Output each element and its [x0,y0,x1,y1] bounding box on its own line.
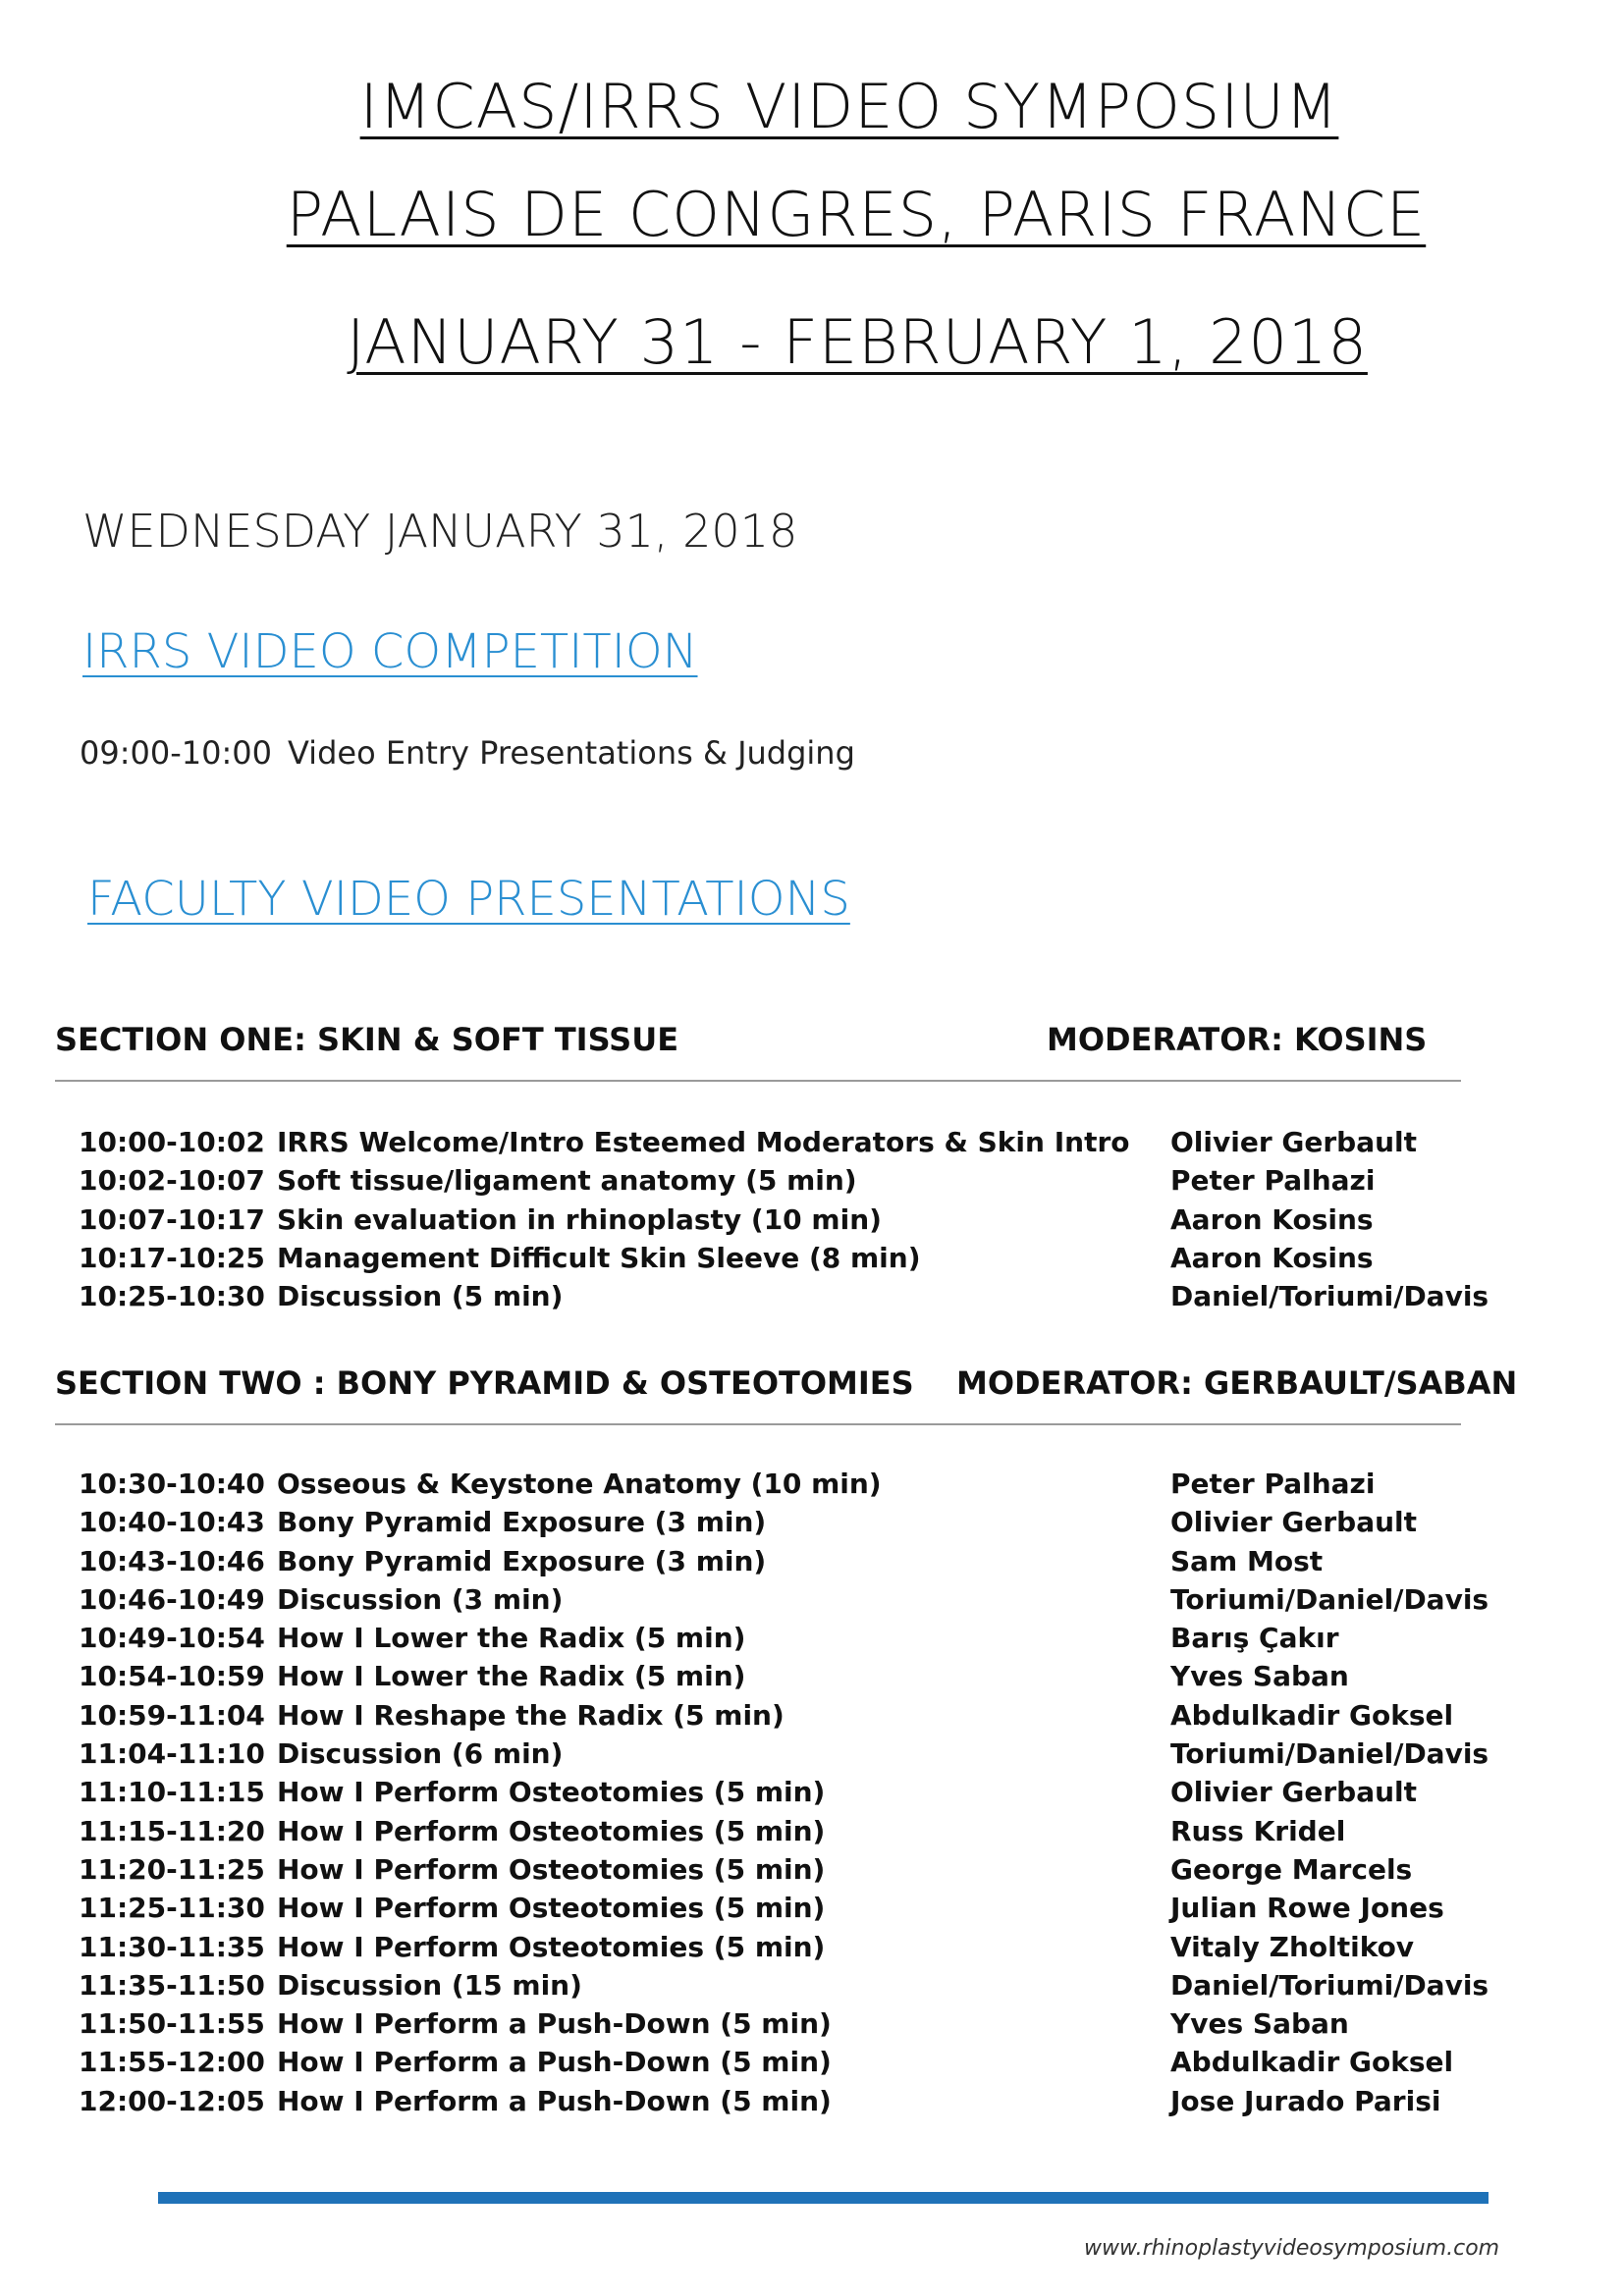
schedule-time: 11:20-11:25 [79,1852,265,1886]
schedule-title: Bony Pyramid Exposure (3 min) [277,1544,767,1577]
schedule-row [0,2085,1624,2123]
schedule-title: How I Lower the Radix (5 min) [277,1660,746,1693]
schedule-speaker: Aaron Kosins [1170,1241,1374,1274]
section-one-moderator: MODERATOR: KOSINS [1047,1021,1428,1058]
schedule-title: How I Perform Osteotomies (5 min) [277,1892,826,1925]
schedule-time: 10:30-10:40 [79,1468,265,1500]
schedule-title: How I Perform Osteotomies (5 min) [277,1930,826,1963]
schedule-speaker: Daniel/Toriumi/Davis [1170,1968,1489,2002]
schedule-title: How I Lower the Radix (5 min) [277,1622,746,1655]
section-two-heading: SECTION TWO : BONY PYRAMID & OSTEOTOMIES [55,1364,914,1402]
schedule-time: 11:04-11:10 [79,1737,265,1771]
footer-bar [158,2192,1489,2204]
schedule-row [0,1892,1624,1930]
schedule-row [0,1776,1624,1814]
schedule-time: 10:00-10:02 [79,1126,265,1158]
schedule-speaker: George Marcels [1170,1852,1413,1886]
schedule-time: 11:55-12:00 [79,2046,265,2079]
schedule-title: How I Perform a Push-Down (5 min) [277,2007,832,2041]
section-one-schedule [0,1126,1624,1318]
schedule-time: 11:35-11:50 [79,1968,265,2002]
schedule-title: Bony Pyramid Exposure (3 min) [277,1506,767,1539]
schedule-title: Management Difficult Skin Sleeve (8 min) [277,1241,921,1274]
schedule-title: How I Perform Osteotomies (5 min) [277,1852,826,1886]
day-heading: WEDNESDAY JANUARY 31, 2018 [82,505,798,558]
schedule-speaker: Barış Çakır [1170,1622,1339,1655]
footer-url-link[interactable]: www.rhinoplastyvideosymposium.com [1084,2236,1500,2261]
schedule-row [0,2046,1624,2084]
schedule-title: How I Perform a Push-Down (5 min) [277,2084,832,2117]
schedule-row [0,1931,1624,1969]
schedule-row [0,1242,1624,1280]
schedule-row [0,1969,1624,2007]
schedule-speaker: Sam Most [1170,1544,1324,1577]
schedule-time: 10:02-10:07 [79,1164,265,1198]
schedule-speaker: Yves Saban [1170,2007,1349,2041]
schedule-title: Skin evaluation in rhinoplasty (10 min) [277,1202,882,1236]
schedule-row [0,1126,1624,1164]
schedule-time: 12:00-12:05 [79,2084,265,2117]
schedule-title: Discussion (6 min) [277,1737,564,1771]
section-one-divider [55,1080,1461,1082]
schedule-row [0,1280,1624,1318]
schedule-title: IRRS Welcome/Intro Esteemed Moderators & Skin Intro [277,1126,1130,1158]
schedule-title: How I Perform Osteotomies (5 min) [277,1776,826,1809]
section-two-schedule [0,1468,1624,2123]
section-one-heading: SECTION ONE: SKIN & SOFT TISSUE [55,1021,679,1058]
title-line-2: PALAIS DE CONGRES, PARIS FRANCE [286,179,1427,250]
competition-item [80,734,855,772]
schedule-title: Soft tissue/ligament anatomy (5 min) [277,1164,857,1198]
schedule-title: Discussion (15 min) [277,1968,582,2002]
competition-label: Video Entry Presentations & Judging [287,734,855,772]
schedule-time: 10:43-10:46 [79,1544,265,1577]
schedule-row [0,1815,1624,1853]
schedule-speaker: Daniel/Toriumi/Davis [1170,1280,1489,1313]
schedule-speaker: Vitaly Zholtikov [1170,1930,1415,1963]
schedule-row [0,1545,1624,1583]
schedule-row [0,1699,1624,1737]
schedule-row [0,2007,1624,2046]
title-line-1: IMCAS/IRRS VIDEO SYMPOSIUM [359,71,1339,142]
schedule-speaker: Julian Rowe Jones [1170,1892,1444,1925]
schedule-title: Discussion (3 min) [277,1582,564,1616]
schedule-row [0,1583,1624,1622]
schedule-speaker: Abdulkadir Goksel [1170,1698,1454,1732]
schedule-speaker: Aaron Kosins [1170,1202,1374,1236]
schedule-time: 11:50-11:55 [79,2007,265,2041]
schedule-time: 10:49-10:54 [79,1622,265,1655]
schedule-row [0,1468,1624,1506]
schedule-time: 10:40-10:43 [79,1506,265,1539]
schedule-row [0,1622,1624,1660]
schedule-time: 11:30-11:35 [79,1930,265,1963]
schedule-speaker: Olivier Gerbault [1170,1776,1418,1809]
schedule-speaker: Abdulkadir Goksel [1170,2046,1454,2079]
schedule-speaker: Yves Saban [1170,1660,1349,1693]
schedule-speaker: Toriumi/Daniel/Davis [1170,1582,1489,1616]
schedule-time: 10:25-10:30 [79,1280,265,1313]
schedule-speaker: Olivier Gerbault [1170,1506,1418,1539]
schedule-time: 10:54-10:59 [79,1660,265,1693]
schedule-speaker: Olivier Gerbault [1170,1126,1418,1158]
schedule-title: Osseous & Keystone Anatomy (10 min) [277,1468,882,1500]
schedule-row [0,1506,1624,1544]
section-two-moderator: MODERATOR: GERBAULT/SABAN [956,1364,1518,1402]
schedule-row [0,1660,1624,1698]
schedule-speaker: Peter Palhazi [1170,1468,1376,1500]
schedule-row [0,1737,1624,1776]
schedule-row [0,1164,1624,1202]
competition-title-link[interactable]: IRRS VIDEO COMPETITION [82,624,698,679]
schedule-row [0,1203,1624,1242]
schedule-row [0,1853,1624,1892]
schedule-speaker: Peter Palhazi [1170,1164,1376,1198]
schedule-title: Discussion (5 min) [277,1280,564,1313]
schedule-time: 10:46-10:49 [79,1582,265,1616]
schedule-time: 11:25-11:30 [79,1892,265,1925]
section-two-divider [55,1423,1461,1425]
schedule-time: 11:10-11:15 [79,1776,265,1809]
schedule-speaker: Russ Kridel [1170,1814,1346,1847]
title-line-3: JANUARY 31 - FEBRUARY 1, 2018 [347,306,1368,378]
schedule-speaker: Toriumi/Daniel/Davis [1170,1737,1489,1771]
schedule-title: How I Perform a Push-Down (5 min) [277,2046,832,2079]
schedule-speaker: Jose Jurado Parisi [1170,2084,1441,2117]
faculty-title-link[interactable]: FACULTY VIDEO PRESENTATIONS [87,872,850,927]
schedule-title: How I Reshape the Radix (5 min) [277,1698,785,1732]
schedule-time: 10:07-10:17 [79,1202,265,1236]
schedule-time: 10:59-11:04 [79,1698,265,1732]
schedule-title: How I Perform Osteotomies (5 min) [277,1814,826,1847]
schedule-time: 11:15-11:20 [79,1814,265,1847]
competition-time: 09:00-10:00 [80,734,272,772]
schedule-time: 10:17-10:25 [79,1241,265,1274]
